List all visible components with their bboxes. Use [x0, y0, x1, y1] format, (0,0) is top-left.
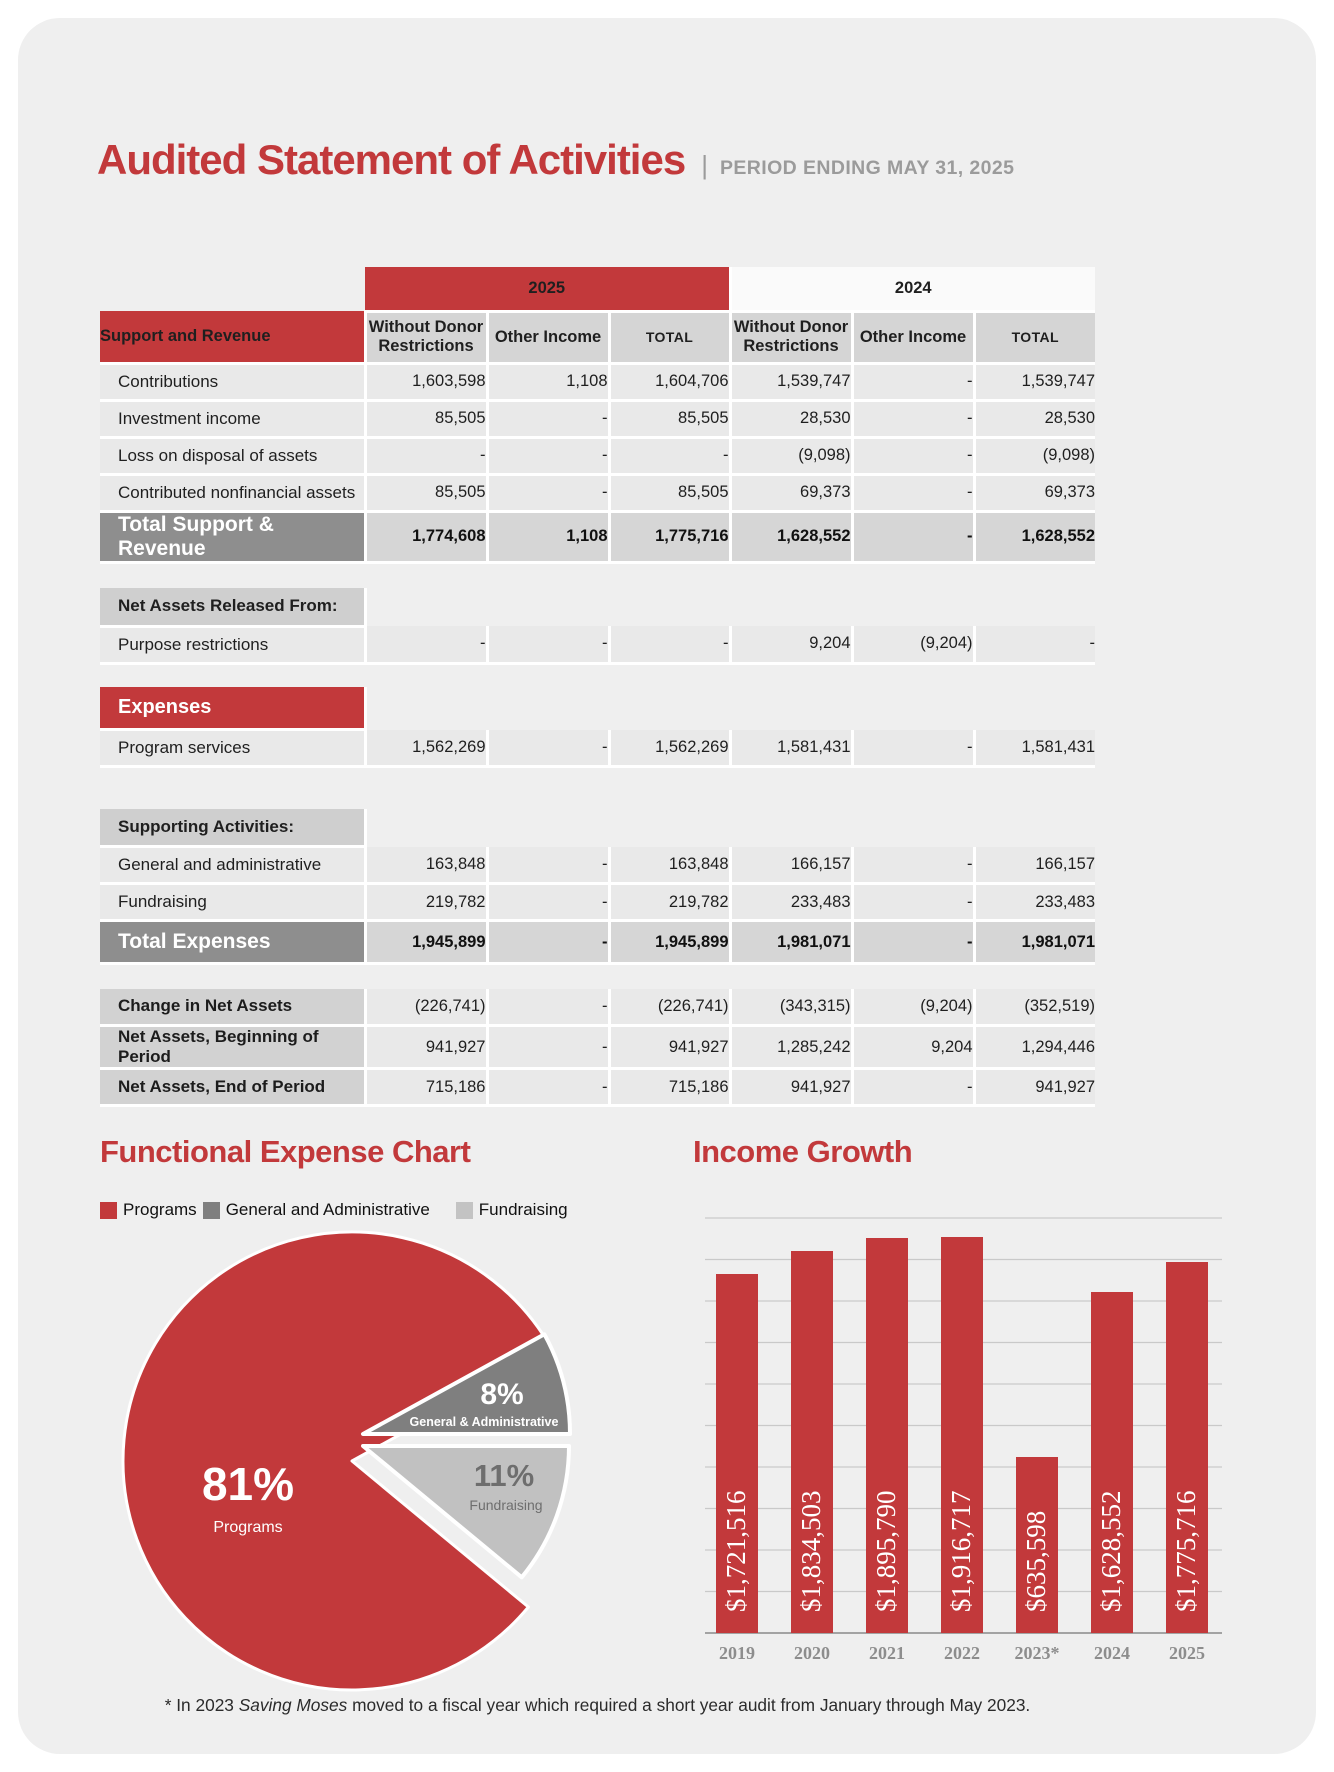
legend-swatch-icon [456, 1202, 473, 1219]
spacer-cell [100, 964, 1095, 989]
cell-value: - [487, 474, 609, 511]
spacer-row [100, 663, 1095, 687]
cell-value: 163,848 [609, 847, 730, 884]
section-label: Net Assets Released From: [100, 588, 365, 626]
bar-year-label: 2022 [944, 1643, 980, 1663]
bar-value-label: $1,916,717 [946, 1490, 976, 1612]
cell-value: - [974, 626, 1095, 663]
cell-value: 1,604,706 [609, 363, 730, 400]
cell-value: 1,285,242 [730, 1026, 852, 1069]
cell-value: - [852, 400, 974, 437]
banner-blank [100, 267, 365, 311]
cell-value: (9,204) [852, 626, 974, 663]
cell-value: 28,530 [730, 400, 852, 437]
legend-item [456, 1200, 568, 1220]
period-ending-label: PERIOD ENDING MAY 31, 2025 [719, 157, 1015, 179]
year-banner-row [100, 267, 1095, 311]
row-label: Change in Net Assets [100, 989, 365, 1026]
table-row [100, 1026, 1095, 1069]
spacer-cell [100, 767, 1095, 809]
cell-value: 69,373 [974, 474, 1095, 511]
cell-value: 1,581,431 [730, 730, 852, 767]
spacer-cell [100, 562, 1095, 588]
cell-value: - [487, 1069, 609, 1106]
row-label: Investment income [100, 400, 365, 437]
section-label: Expenses [100, 687, 365, 730]
cell-value: 1,945,899 [365, 921, 487, 964]
col-header: Without Donor Restrictions [365, 311, 487, 363]
section-empty [365, 809, 1095, 847]
footnote-prefix: * In 2023 [164, 1695, 239, 1715]
bar-value-label: $1,895,790 [871, 1490, 901, 1612]
legend-swatch-icon [203, 1202, 220, 1219]
col-header: Other Income [852, 311, 974, 363]
row-label: Total Expenses [100, 921, 365, 964]
section-label-row [100, 687, 1095, 730]
bar-value-label: $1,775,716 [1171, 1490, 1201, 1612]
col-header: TOTAL [974, 311, 1095, 363]
cell-value: 28,530 [974, 400, 1095, 437]
cell-value: - [487, 989, 609, 1026]
cell-value: - [487, 847, 609, 884]
cell-value: 715,186 [609, 1069, 730, 1106]
year-2024-banner: 2024 [730, 267, 1095, 311]
cell-value: (9,204) [852, 989, 974, 1026]
footnote-italic: Saving Moses [238, 1695, 348, 1715]
spacer-row [100, 562, 1095, 588]
legend-swatch-icon [100, 1202, 117, 1219]
income-growth-bar-chart [690, 1200, 1250, 1680]
cell-value: - [487, 400, 609, 437]
cell-value: - [487, 437, 609, 474]
pie-label-general-admin: General & Administrative [409, 1415, 559, 1429]
row-label: Contributions [100, 363, 365, 400]
table-row [100, 400, 1095, 437]
row-label: Net Assets, Beginning of Period [100, 1026, 365, 1069]
pie-label-general-admin-pct: 8% [480, 1378, 524, 1411]
bar-value-label: $1,721,516 [721, 1490, 751, 1612]
year-2025-banner: 2025 [365, 267, 730, 311]
table-row [100, 474, 1095, 511]
bar-value-label: $635,598 [1021, 1510, 1051, 1612]
cell-value: - [487, 1026, 609, 1069]
pie-label-fundraising: Fundraising [469, 1497, 543, 1513]
functional-expense-chart-title: Functional Expense Chart [100, 1134, 471, 1169]
cell-value: - [852, 474, 974, 511]
row-label: General and administrative [100, 847, 365, 884]
table-row [100, 884, 1095, 921]
row-label: Program services [100, 730, 365, 767]
cell-value: 9,204 [852, 1026, 974, 1069]
bar-year-label: 2024 [1094, 1643, 1130, 1663]
cell-value: 941,927 [609, 1026, 730, 1069]
functional-expense-pie-chart [120, 1224, 608, 1694]
cell-value: - [852, 1069, 974, 1106]
table-row [100, 363, 1095, 400]
cell-value: 1,539,747 [730, 363, 852, 400]
page-title-bar [97, 136, 1014, 184]
row-label: Purpose restrictions [100, 626, 365, 663]
table-row [100, 989, 1095, 1026]
cell-value: (226,741) [365, 989, 487, 1026]
cell-value: 1,628,552 [730, 511, 852, 562]
cell-value: 166,157 [730, 847, 852, 884]
pie-label-fundraising-pct: 11% [473, 1458, 535, 1493]
table-row [100, 921, 1095, 964]
cell-value: - [852, 847, 974, 884]
title-separator: | [701, 150, 708, 180]
cell-value: 715,186 [365, 1069, 487, 1106]
table-row [100, 511, 1095, 562]
section-label: Supporting Activities: [100, 809, 365, 847]
cell-value: 166,157 [974, 847, 1095, 884]
cell-value: - [852, 437, 974, 474]
income-growth-chart-title: Income Growth [693, 1134, 913, 1169]
cell-value: - [365, 437, 487, 474]
bar-year-label: 2025 [1169, 1643, 1205, 1663]
col-header: TOTAL [609, 311, 730, 363]
row-label: Total Support & Revenue [100, 511, 365, 562]
section-empty [365, 687, 1095, 730]
cell-value: 85,505 [365, 474, 487, 511]
cell-value: 9,204 [730, 626, 852, 663]
spacer-row [100, 964, 1095, 989]
cell-value: 85,505 [365, 400, 487, 437]
cell-value: 219,782 [365, 884, 487, 921]
bar-year-label: 2021 [869, 1643, 905, 1663]
row-label: Contributed nonfinancial assets [100, 474, 365, 511]
page-title: Audited Statement of Activities [97, 136, 686, 183]
statement-table [100, 267, 1095, 1107]
cell-value: 85,505 [609, 474, 730, 511]
table-row [100, 730, 1095, 767]
legend-label: General and Administrative [225, 1200, 430, 1219]
cell-value: 1,945,899 [609, 921, 730, 964]
legend-label: Programs [123, 1200, 197, 1219]
legend-label: Fundraising [478, 1200, 568, 1219]
row-label: Loss on disposal of assets [100, 437, 365, 474]
cell-value: - [487, 626, 609, 663]
bar-value-label: $1,628,552 [1096, 1490, 1126, 1612]
section-empty [365, 588, 1095, 626]
cell-value: - [852, 511, 974, 562]
table-row [100, 847, 1095, 884]
cell-value: - [852, 363, 974, 400]
cell-value: - [487, 884, 609, 921]
cell-value: 233,483 [730, 884, 852, 921]
cell-value: 1,775,716 [609, 511, 730, 562]
cell-value: - [609, 437, 730, 474]
table-row [100, 437, 1095, 474]
cell-value: - [487, 730, 609, 767]
cell-value: (343,315) [730, 989, 852, 1026]
legend-item [203, 1200, 430, 1220]
col-header: Without Donor Restrictions [730, 311, 852, 363]
bar-value-label: $1,834,503 [796, 1490, 826, 1612]
cell-value: 1,294,446 [974, 1026, 1095, 1069]
pie-label-programs-pct: 81% [201, 1458, 295, 1510]
cell-value: - [852, 884, 974, 921]
cell-value: 1,108 [487, 363, 609, 400]
footnote-suffix: moved to a fiscal year which required a short year audit from January through May 2023. [347, 1695, 1031, 1715]
cell-value: 1,108 [487, 511, 609, 562]
cell-value: 1,562,269 [609, 730, 730, 767]
section-label-row [100, 809, 1095, 847]
spacer-row [100, 767, 1095, 809]
cell-value: 163,848 [365, 847, 487, 884]
cell-value: - [852, 921, 974, 964]
column-header-row [100, 311, 1095, 363]
cell-value: 85,505 [609, 400, 730, 437]
cell-value: - [609, 626, 730, 663]
footnote [100, 1695, 1095, 1716]
bar-year-label: 2019 [719, 1643, 755, 1663]
pie-legend [100, 1200, 568, 1220]
cell-value: - [365, 626, 487, 663]
cell-value: 1,603,598 [365, 363, 487, 400]
spacer-cell [100, 663, 1095, 687]
section-header-support-revenue: Support and Revenue [100, 311, 365, 363]
cell-value: 1,539,747 [974, 363, 1095, 400]
cell-value: 69,373 [730, 474, 852, 511]
cell-value: (9,098) [974, 437, 1095, 474]
cell-value: - [487, 921, 609, 964]
cell-value: 941,927 [730, 1069, 852, 1106]
cell-value: 941,927 [365, 1026, 487, 1069]
row-label: Net Assets, End of Period [100, 1069, 365, 1106]
cell-value: 219,782 [609, 884, 730, 921]
cell-value: (9,098) [730, 437, 852, 474]
cell-value: - [852, 730, 974, 767]
bar-year-label: 2020 [794, 1643, 830, 1663]
section-label-row [100, 588, 1095, 626]
cell-value: 941,927 [974, 1069, 1095, 1106]
cell-value: 1,981,071 [730, 921, 852, 964]
pie-label-programs: Programs [213, 1519, 283, 1536]
cell-value: 1,628,552 [974, 511, 1095, 562]
cell-value: 233,483 [974, 884, 1095, 921]
col-header: Other Income [487, 311, 609, 363]
cell-value: 1,581,431 [974, 730, 1095, 767]
table-row [100, 1069, 1095, 1106]
table-row [100, 626, 1095, 663]
bar-year-label: 2023* [1014, 1643, 1060, 1663]
cell-value: 1,774,608 [365, 511, 487, 562]
cell-value: 1,981,071 [974, 921, 1095, 964]
cell-value: (226,741) [609, 989, 730, 1026]
cell-value: (352,519) [974, 989, 1095, 1026]
legend-item [100, 1200, 197, 1220]
row-label: Fundraising [100, 884, 365, 921]
cell-value: 1,562,269 [365, 730, 487, 767]
